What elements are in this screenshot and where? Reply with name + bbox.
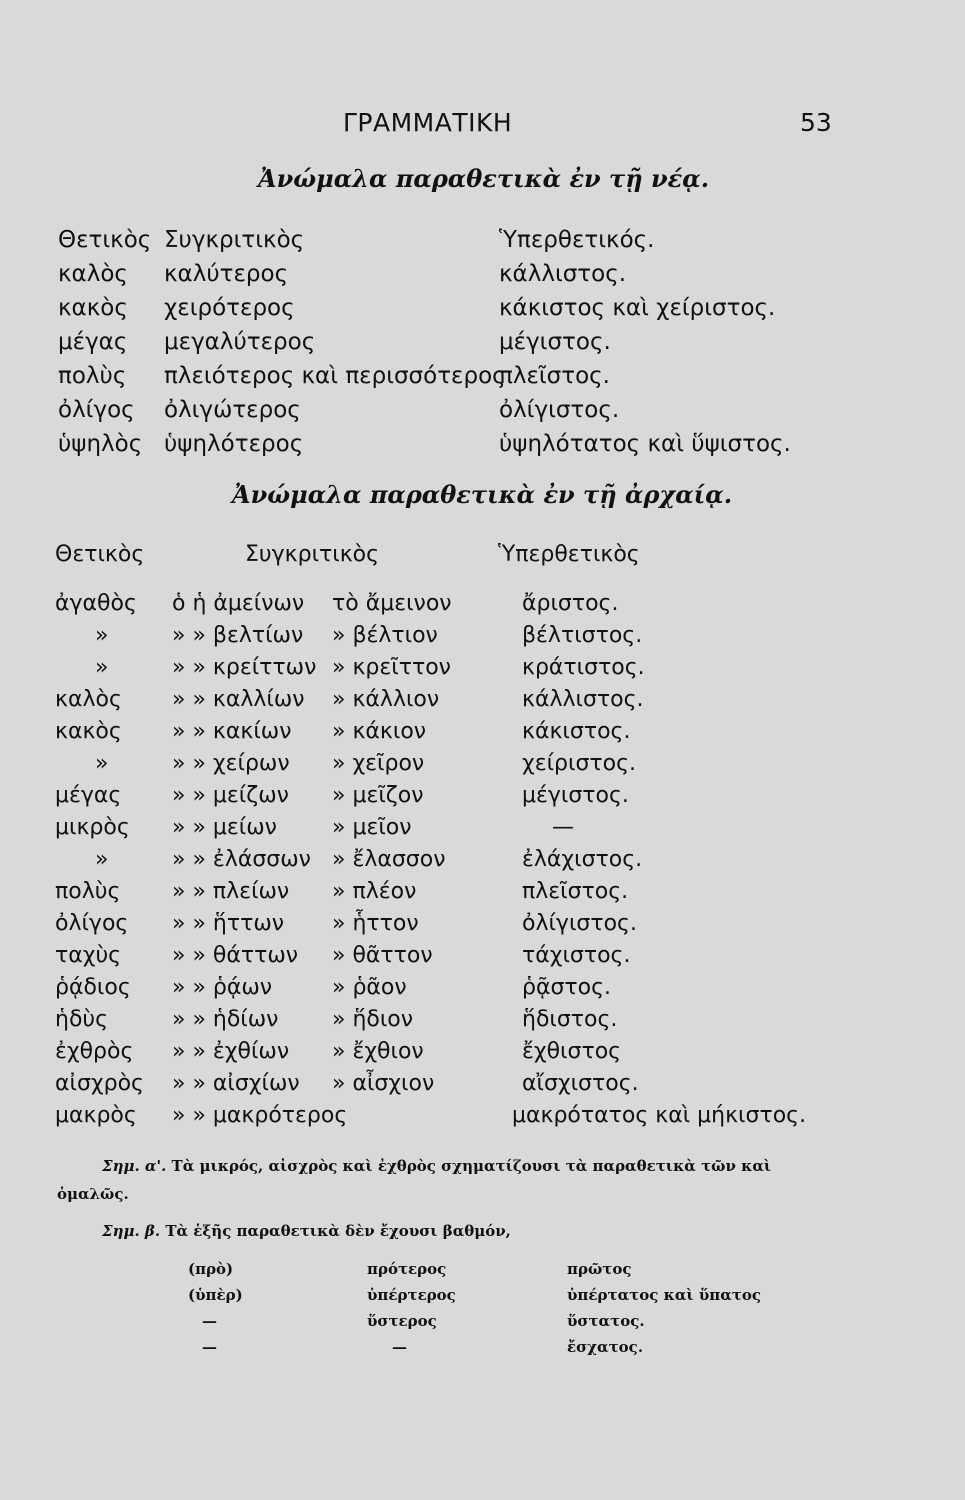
ancient-superlative: ἥδιστος. xyxy=(522,1007,618,1032)
modern-comparative: χειρότερος xyxy=(164,295,295,321)
ancient-header-positive: Θετικὸς xyxy=(55,542,145,567)
ancient-comparative-neuter: » ἔχθιον xyxy=(332,1039,424,1064)
ancient-superlative: μέγιστος. xyxy=(522,783,629,808)
modern-superlative: ὑψηλότατος καὶ ὕψιστος. xyxy=(499,431,791,457)
modern-positive: καλὸς xyxy=(58,261,128,287)
note-a xyxy=(102,1157,771,1175)
ancient-superlative: κράτιστος. xyxy=(522,655,645,680)
ancient-superlative: ῥᾷστος. xyxy=(522,975,612,1000)
ancient-positive: » xyxy=(95,655,109,680)
ancient-comparative-masc-fem: » » θάττων xyxy=(172,943,299,968)
ancient-positive: ὀλίγος xyxy=(55,911,129,936)
ancient-positive: καλὸς xyxy=(55,687,122,712)
ancient-comparative-neuter: » κάλλιον xyxy=(332,687,440,712)
ancient-positive: ἡδὺς xyxy=(55,1007,109,1032)
ancient-comparative-masc-fem: » » ἐλάσσων xyxy=(172,847,311,872)
ancient-superlative: ὀλίγιστος. xyxy=(522,911,637,936)
ancient-comparative-neuter: » μεῖζον xyxy=(332,783,424,808)
ancient-comparative-masc-fem: » » κρείττων xyxy=(172,655,317,680)
modern-positive: κακὸς xyxy=(58,295,128,321)
modern-positive: πολὺς xyxy=(58,363,127,389)
ancient-comparative-masc-fem: » » καλλίων xyxy=(172,687,305,712)
ancient-comparative-masc-fem: » » βελτίων xyxy=(172,623,304,648)
note-b xyxy=(102,1222,511,1240)
ancient-positive: μικρὸς xyxy=(55,815,130,840)
ancient-comparative-masc-fem: » » κακίων xyxy=(172,719,292,744)
degreeless-comparative: ὑπέρτερος xyxy=(367,1286,456,1304)
ancient-comparative-masc-fem: » » χείρων xyxy=(172,751,290,776)
modern-superlative: μέγιστος. xyxy=(499,329,611,355)
ancient-superlative: αἴσχιστος. xyxy=(522,1071,639,1096)
ancient-positive: πολὺς xyxy=(55,879,121,904)
modern-comparative: καλύτερος xyxy=(164,261,289,287)
ancient-superlative: τάχιστος. xyxy=(522,943,631,968)
ancient-comparative-neuter: » ἧττον xyxy=(332,911,419,936)
ancient-comparative-masc-fem: » » αἰσχίων xyxy=(172,1071,300,1096)
ancient-section-title: Ἀνώμαλα παραθετικὰ ἐν τῇ ἀρχαίᾳ. xyxy=(232,480,733,509)
degreeless-comparative: ὕστερος xyxy=(367,1312,437,1330)
ancient-positive: » xyxy=(95,751,109,776)
ancient-positive: » xyxy=(95,623,109,648)
ancient-comparative-masc-fem: » » ῥᾴων xyxy=(172,975,273,1000)
modern-header-comparative: Συγκριτικὸς xyxy=(164,227,305,253)
ancient-comparative-neuter: » μεῖον xyxy=(332,815,412,840)
modern-superlative: ὀλίγιστος. xyxy=(499,397,620,423)
ancient-comparative-masc-fem: » » μακρότερος xyxy=(172,1103,348,1128)
ancient-comparative-neuter: » κάκιον xyxy=(332,719,427,744)
degreeless-base: — xyxy=(202,1338,217,1356)
ancient-comparative-neuter: » χεῖρον xyxy=(332,751,425,776)
ancient-positive: κακὸς xyxy=(55,719,122,744)
modern-section-title: Ἀνώμαλα παραθετικὰ ἐν τῇ νέᾳ. xyxy=(258,164,710,193)
ancient-comparative-neuter: » ῥᾶον xyxy=(332,975,407,1000)
modern-comparative: πλειότερος καὶ περισσότερος xyxy=(164,363,506,389)
ancient-comparative-neuter: » βέλτιον xyxy=(332,623,438,648)
running-header: ΓΡΑΜΜΑΤΙΚΗ xyxy=(343,108,513,137)
ancient-superlative: χείριστος. xyxy=(522,751,637,776)
modern-comparative: ὀλιγώτερος xyxy=(164,397,301,423)
ancient-superlative: ἄριστος. xyxy=(522,591,619,616)
ancient-positive: ῥᾴδιος xyxy=(55,975,131,1000)
ancient-positive: αἰσχρὸς xyxy=(55,1071,144,1096)
ancient-comparative-neuter: » ἔλασσον xyxy=(332,847,446,872)
modern-superlative: πλεῖστος. xyxy=(499,363,610,389)
degreeless-superlative: ὕστατος. xyxy=(567,1312,645,1330)
modern-superlative: κάλλιστος. xyxy=(499,261,627,287)
ancient-superlative: βέλτιστος. xyxy=(522,623,643,648)
ancient-positive: » xyxy=(95,847,109,872)
ancient-superlative: κάλλιστος. xyxy=(522,687,644,712)
ancient-comparative-neuter: » ἥδιον xyxy=(332,1007,414,1032)
degreeless-base: (πρὸ) xyxy=(188,1260,234,1278)
ancient-superlative: ἔχθιστος xyxy=(522,1039,622,1064)
ancient-comparative-neuter: » θᾶττον xyxy=(332,943,433,968)
note-a-continuation: ὁμαλῶς. xyxy=(57,1185,129,1203)
note-a-text: Τὰ μικρός, αἰσχρὸς καὶ ἐχθρὸς σχηματίζουσι τὰ παραθετικὰ τῶν καὶ xyxy=(171,1157,772,1175)
ancient-comparative-masc-fem: » » μείων xyxy=(172,815,277,840)
ancient-superlative: μακρότατος καὶ μήκιστος. xyxy=(512,1103,807,1128)
modern-comparative: ὑψηλότερος xyxy=(164,431,304,457)
modern-superlative: κάκιστος καὶ χείριστος. xyxy=(499,295,776,321)
modern-positive: ὀλίγος xyxy=(58,397,135,423)
ancient-superlative: πλεῖστος. xyxy=(522,879,629,904)
degreeless-superlative: πρῶτος xyxy=(567,1260,632,1278)
modern-header-positive: Θετικὸς xyxy=(58,227,152,253)
note-b-label: Σημ. β. xyxy=(102,1222,161,1240)
ancient-comparative-masc-fem: » » μείζων xyxy=(172,783,289,808)
modern-positive: μέγας xyxy=(58,329,128,355)
ancient-header-comparative: Συγκριτικὸς xyxy=(245,542,380,567)
ancient-comparative-neuter: » αἶσχιον xyxy=(332,1071,435,1096)
ancient-positive: ἐχθρὸς xyxy=(55,1039,134,1064)
ancient-comparative-neuter: » πλέον xyxy=(332,879,417,904)
degreeless-comparative: πρότερος xyxy=(367,1260,447,1278)
ancient-positive: μακρὸς xyxy=(55,1103,137,1128)
ancient-comparative-masc-fem: » » ἐχθίων xyxy=(172,1039,290,1064)
note-b-text: Τὰ ἑξῆς παραθετικὰ δὲν ἔχουσι βαθμόν, xyxy=(165,1222,511,1240)
ancient-comparative-neuter: τὸ ἄμεινον xyxy=(332,591,452,616)
modern-header-superlative: Ὑπερθετικός. xyxy=(499,227,655,253)
ancient-superlative: κάκιστος. xyxy=(522,719,631,744)
ancient-comparative-neuter: » κρεῖττον xyxy=(332,655,451,680)
ancient-positive: ἀγαθὸς xyxy=(55,591,137,616)
degreeless-base: (ὑπὲρ) xyxy=(188,1286,243,1304)
ancient-superlative: ἐλάχιστος. xyxy=(522,847,643,872)
page-number: 53 xyxy=(800,108,832,137)
ancient-comparative-masc-fem: » » ἡδίων xyxy=(172,1007,279,1032)
degreeless-comparative: — xyxy=(392,1338,407,1356)
degreeless-superlative: ἔσχατος. xyxy=(567,1338,644,1356)
ancient-superlative: — xyxy=(552,815,574,840)
ancient-header-superlative: Ὑπερθετικὸς xyxy=(498,542,640,567)
modern-positive: ὑψηλὸς xyxy=(58,431,143,457)
modern-comparative: μεγαλύτερος xyxy=(164,329,316,355)
ancient-comparative-masc-fem: ὁ ἡ ἀμείνων xyxy=(172,591,305,616)
degreeless-base: — xyxy=(202,1312,217,1330)
note-a-label: Σημ. α'. xyxy=(102,1157,167,1175)
ancient-positive: ταχὺς xyxy=(55,943,122,968)
ancient-comparative-masc-fem: » » ἥττων xyxy=(172,911,285,936)
degreeless-superlative: ὑπέρτατος καὶ ὕπατος xyxy=(567,1286,761,1304)
ancient-comparative-masc-fem: » » πλείων xyxy=(172,879,290,904)
ancient-positive: μέγας xyxy=(55,783,122,808)
